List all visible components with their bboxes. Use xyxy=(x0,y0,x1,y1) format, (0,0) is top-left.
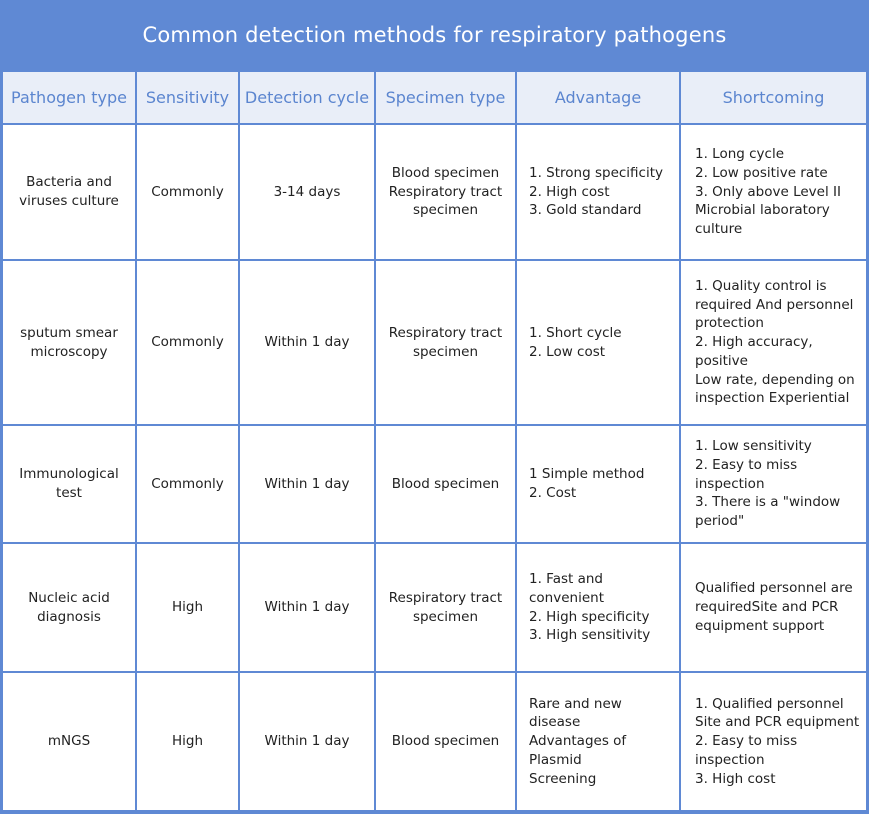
cell-text-line: Site and PCR equipment xyxy=(695,714,860,731)
cell-text-line: 1 Simple method xyxy=(529,466,645,483)
cell-text-line: Bacteria and xyxy=(26,174,112,191)
cell-text-line: Blood specimen xyxy=(391,733,500,750)
header-specimen-type: Specimen type xyxy=(376,72,515,123)
cell-pathogen-type xyxy=(3,426,135,542)
cell-shortcoming xyxy=(681,426,866,542)
cell-text-line: Respiratory tract xyxy=(388,589,503,606)
table-row xyxy=(3,426,866,542)
detection-methods-table xyxy=(1,70,868,812)
cell-advantage xyxy=(517,426,679,542)
cell-shortcoming xyxy=(681,125,866,259)
cell-pathogen-type xyxy=(3,261,135,424)
cell-text-line: 2. Easy to miss inspection xyxy=(695,733,798,768)
cell-specimen-type xyxy=(376,426,515,542)
cell-pathogen-type xyxy=(3,673,135,810)
cell-text-line: period" xyxy=(695,513,745,530)
cell-text-line: 3. There is a "window xyxy=(695,494,841,511)
cell-text-line: viruses culture xyxy=(19,193,119,209)
cell-text-line: 1. Quality control is xyxy=(695,277,827,294)
cell-detection-cycle: Within 1 day xyxy=(240,261,374,424)
cell-text-line: Respiratory tract xyxy=(388,183,503,200)
cell-text-line: 2. High accuracy, positive xyxy=(695,334,813,369)
cell-detection-cycle: Within 1 day xyxy=(240,426,374,542)
cell-advantage xyxy=(517,673,679,810)
header-advantage: Advantage xyxy=(517,72,679,123)
cell-text-line: 1. Short cycle xyxy=(529,324,622,341)
cell-text-line: Qualified personnel are xyxy=(695,580,853,597)
cell-shortcoming xyxy=(681,673,866,810)
cell-text-line: 3. High cost xyxy=(695,770,776,787)
cell-text-line: specimen xyxy=(412,608,479,625)
cell-sensitivity: High xyxy=(137,544,238,671)
cell-text-line: 1. Strong specificity xyxy=(529,164,664,181)
cell-text-line: required And personnel xyxy=(695,296,854,313)
table-row xyxy=(3,125,866,259)
cell-text-line: Blood specimen xyxy=(391,475,500,492)
cell-sensitivity: Commonly xyxy=(137,125,238,259)
cell-text-line: requiredSite and PCR xyxy=(695,599,839,616)
cell-text-line: 3. Gold standard xyxy=(529,202,642,219)
cell-specimen-type xyxy=(376,673,515,810)
cell-specimen-type xyxy=(376,125,515,259)
cell-text-line: protection xyxy=(695,315,764,332)
header-shortcoming: Shortcoming xyxy=(681,72,866,123)
cell-text-line: Nucleic acid xyxy=(28,589,110,606)
cell-shortcoming xyxy=(681,261,866,424)
cell-text-line: 2. Easy to miss inspection xyxy=(695,456,798,492)
table-row xyxy=(3,261,866,424)
cell-pathogen-type xyxy=(3,125,135,259)
cell-text-line: Blood specimen xyxy=(391,164,500,181)
cell-text-line: Screening xyxy=(529,770,597,787)
cell-text-line: Low rate, depending on xyxy=(695,371,855,388)
cell-detection-cycle: 3-14 days xyxy=(240,125,374,259)
cell-sensitivity: Commonly xyxy=(137,261,238,424)
cell-text-line: specimen xyxy=(412,343,479,360)
cell-text-line: sputum smear xyxy=(20,324,118,341)
header-detection-cycle: Detection cycle xyxy=(240,72,374,123)
cell-text-line: diagnosis xyxy=(37,608,101,625)
cell-text-line: 2. Cost xyxy=(529,485,577,501)
cell-detection-cycle: Within 1 day xyxy=(240,544,374,671)
cell-advantage xyxy=(517,544,679,671)
cell-text-line: Respiratory tract xyxy=(388,324,503,341)
cell-text-line: 2. High specificity xyxy=(529,608,650,625)
cell-text-line: test xyxy=(56,485,82,501)
cell-text-line: 1. Fast and convenient xyxy=(529,570,604,606)
cell-shortcoming xyxy=(681,544,866,671)
cell-text-line: Advantages of Plasmid xyxy=(529,733,627,768)
table-row xyxy=(3,544,866,671)
cell-text-line: 3. High sensitivity xyxy=(529,627,651,644)
table-row xyxy=(3,673,866,810)
cell-text-line: 1. Long cycle xyxy=(695,146,785,162)
header-row xyxy=(3,72,866,123)
cell-text-line: 3. Only above Level II xyxy=(695,183,841,200)
cell-detection-cycle: Within 1 day xyxy=(240,673,374,810)
cell-advantage xyxy=(517,125,679,259)
cell-advantage xyxy=(517,261,679,424)
cell-text-line: 2. High cost xyxy=(529,183,610,200)
cell-text-line: microscopy xyxy=(30,343,108,360)
cell-text-line: Microbial laboratory xyxy=(695,202,830,219)
cell-text-line: 2. Low positive rate xyxy=(695,164,828,181)
cell-text-line: 2. Low cost xyxy=(529,343,606,360)
cell-text-line: mNGS xyxy=(47,733,91,750)
cell-text-line: equipment support xyxy=(695,617,825,634)
table-title: Common detection methods for respiratory pathogens xyxy=(142,23,727,47)
cell-specimen-type xyxy=(376,261,515,424)
cell-text-line: Immunological xyxy=(19,466,119,483)
cell-text-line: Rare and new disease xyxy=(529,695,622,731)
cell-pathogen-type xyxy=(3,544,135,671)
cell-text-line: specimen xyxy=(412,202,479,219)
cell-text-line: 1. Qualified personnel xyxy=(695,695,844,712)
cell-specimen-type xyxy=(376,544,515,671)
cell-sensitivity: Commonly xyxy=(137,426,238,542)
cell-sensitivity: High xyxy=(137,673,238,810)
cell-text-line: culture xyxy=(695,221,743,238)
cell-text-line: inspection Experiential xyxy=(695,390,850,407)
header-pathogen-type: Pathogen type xyxy=(3,72,135,123)
cell-text-line: 1. Low sensitivity xyxy=(695,438,812,454)
header-sensitivity: Sensitivity xyxy=(137,72,238,123)
